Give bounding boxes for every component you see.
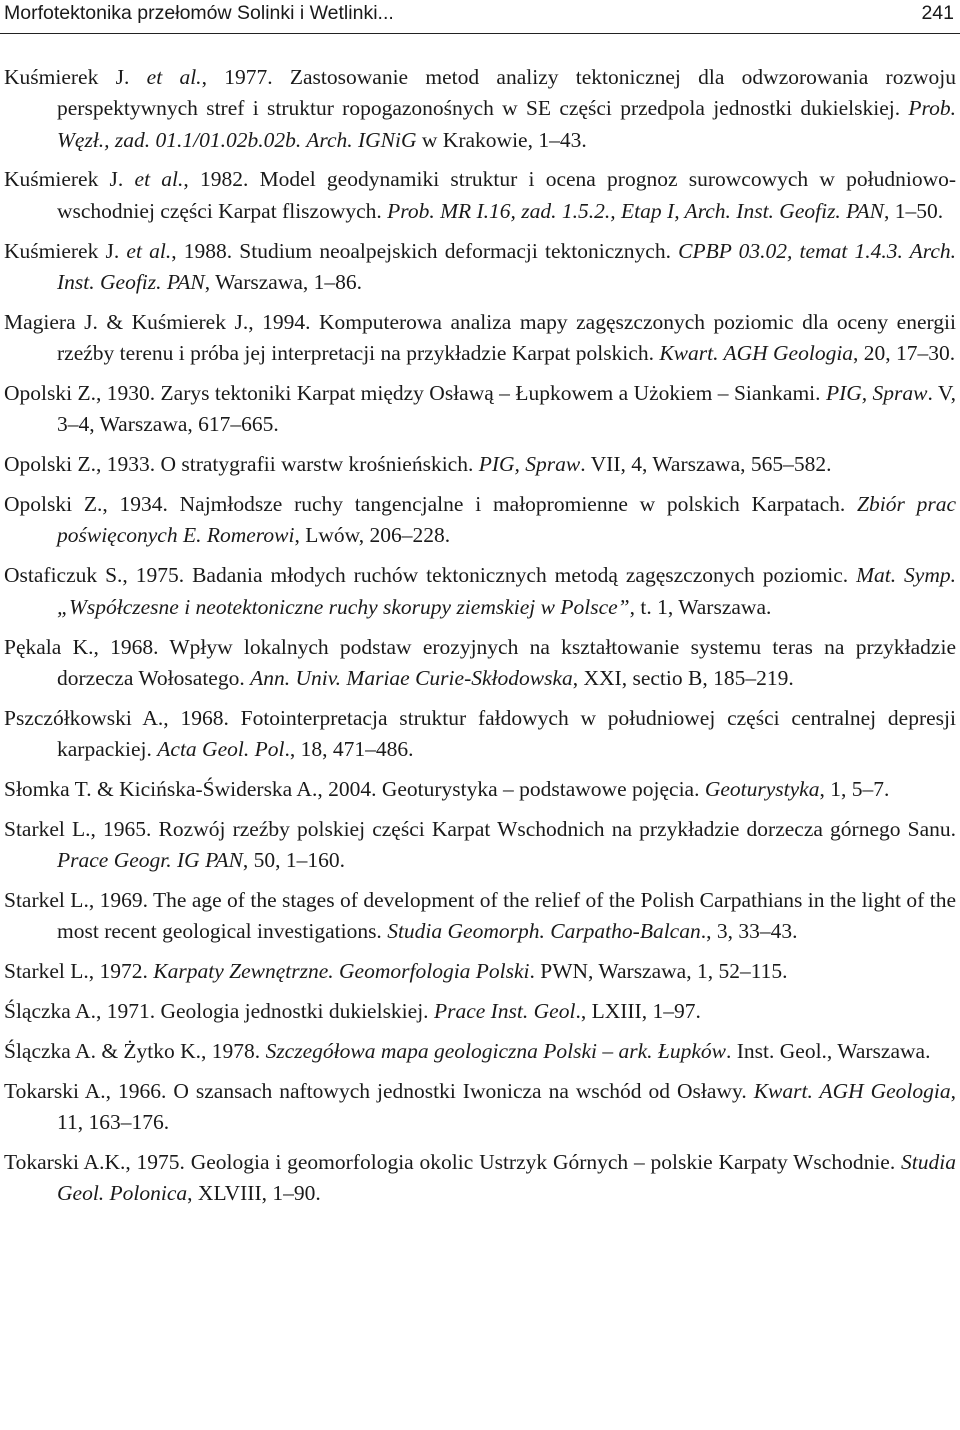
reference-text: Kuśmierek J. (4, 65, 147, 89)
reference-italic-text: Szczegółowa mapa geologiczna Polski – ark. Łupków (265, 1038, 726, 1063)
reference-entry (4, 1076, 956, 1139)
reference-text: Magiera J. & Kuśmierek J., 1994. Komputerowa analiza mapy zagęszczonych poziomic dla oceny energii rzeźby terenu i próba jej interpretacji na przykładzie Karpat polskich. (4, 309, 956, 366)
reference-text: Słomka T. & Kicińska-Świderska A., 2004. Geoturystyka – podstawowe pojęcia. (4, 776, 705, 801)
reference-text: , 20, 17–30. (853, 341, 956, 366)
reference-text: ., LXIII, 1–97. (575, 999, 701, 1024)
reference-text: Kuśmierek J. (4, 167, 135, 192)
reference-italic-text: Studia Geomorph. Carpatho-Balcan (387, 919, 701, 944)
reference-text: , 1988. Studium neoalpejskich deformacji tektonicznych. (171, 238, 679, 263)
reference-entry (4, 885, 956, 948)
reference-entry (4, 236, 956, 299)
reference-text: ., 18, 471–486. (284, 736, 414, 761)
reference-italic-text: Prob. MR I.16, zad. 1.5.2., Etap I, Arch. Inst. Geofiz. PAN (387, 198, 885, 223)
reference-text: Opolski Z., 1930. Zarys tektoniki Karpat między Osławą – Łupkowem a Użokiem – Siankami. (4, 381, 826, 406)
reference-text: Opolski Z., 1933. O stratygrafii warstw krośnieńskich. (4, 452, 479, 477)
reference-text: Tokarski A.K., 1975. Geologia i geomorfologia okolic Ustrzyk Górnych – polskie Karpaty Wschodnie. (4, 1150, 902, 1174)
reference-text: Tokarski A., 1966. O szansach naftowych jednostki Iwonicza na wschód od Osławy. (4, 1078, 754, 1103)
reference-text: , 1, 5–7. (819, 776, 890, 801)
reference-text: Ślączka A. & Żytko K., 1978. (4, 1038, 266, 1063)
reference-entry (4, 378, 956, 441)
header-rule (0, 33, 960, 34)
reference-italic-text: Acta Geol. Pol (157, 736, 285, 761)
reference-text: , Warszawa, 1–86. (204, 269, 363, 294)
running-header (4, 0, 954, 30)
reference-list (4, 62, 956, 1218)
reference-text: Ślączka A., 1971. Geologia jednostki dukielskiej. (4, 999, 434, 1024)
reference-text: , 11, 163–176. (57, 1078, 956, 1135)
reference-entry (4, 307, 956, 370)
reference-entry (4, 996, 956, 1027)
reference-italic-text: Mat. Symp. „Współczesne i neotektoniczne ruchy skorupy ziemskiej w Polsce” (57, 563, 957, 619)
reference-text: Starkel L., 1969. The age of the stages of development of the relief of the Polish Carpathians in the light of the most recent geological investigations. (4, 887, 956, 944)
reference-entry (4, 489, 956, 552)
reference-italic-text: et al. (126, 238, 172, 263)
reference-italic-text: et al. (134, 167, 184, 192)
reference-text: . VII, 4, Warszawa, 565–582. (580, 452, 832, 477)
reference-entry (4, 449, 956, 480)
reference-entry (4, 1147, 956, 1210)
reference-entry (4, 62, 956, 156)
page-number: 241 (921, 2, 954, 24)
reference-italic-text: Prace Inst. Geol (433, 999, 576, 1024)
reference-text: , XLVIII, 1–90. (187, 1181, 321, 1206)
reference-entry (4, 1036, 956, 1067)
reference-italic-text: Studia Geol. Polonica (57, 1150, 956, 1206)
reference-text: Starkel L., 1972. (4, 959, 154, 984)
reference-text: , 1–50. (884, 198, 944, 223)
reference-italic-text: Prob. Węzł., zad. 01.1/01.02b.02b. Arch. IGNiG (57, 96, 956, 152)
reference-italic-text: Zbiór prac poświęconych E. Romerowi (57, 492, 956, 548)
reference-italic-text: Kwart. AGH Geologia (753, 1078, 951, 1103)
reference-entry (4, 956, 956, 987)
reference-text: , Lwów, 206–228. (294, 523, 451, 548)
reference-text: Starkel L., 1965. Rozwój rzeźby polskiej części Karpat Wschodnich na przykładzie dorzecza górnego Sanu. (4, 816, 956, 841)
reference-text: Opolski Z., 1934. Najmłodsze ruchy tangencjalne i małopromienne w polskich Karpatach. (4, 492, 858, 517)
reference-text: , t. 1, Warszawa. (629, 594, 772, 619)
reference-text: , XXI, sectio B, 185–219. (572, 665, 794, 690)
reference-italic-text: Karpaty Zewnętrzne. Geomorfologia Polski (153, 959, 530, 984)
reference-text: . PWN, Warszawa, 1, 52–115. (529, 959, 788, 984)
reference-italic-text: CPBP 03.02, temat 1.4.3. Arch. Inst. Geofiz. PAN (57, 238, 957, 294)
reference-text: , 1977. Zastosowanie metod analizy tektonicznej dla odwzorowania rozwoju perspektywnych stref i struktur ropogazonośnych w SE części przedpola jednostki dukielskiej. (57, 65, 956, 121)
reference-italic-text: Kwart. AGH Geologia (659, 341, 854, 366)
reference-italic-text: PIG, Spraw (478, 452, 581, 477)
reference-text: . Inst. Geol., Warszawa. (726, 1038, 931, 1063)
reference-italic-text: Ann. Univ. Mariae Curie-Skłodowska (250, 665, 573, 690)
reference-italic-text: PIG, Spraw (825, 381, 928, 406)
running-title: Morfotektonika przełomów Solinki i Wetlinki... (4, 2, 394, 24)
reference-text: Pękala K., 1968. Wpływ lokalnych podstaw erozyjnych na kształtowanie systemu teras na przykładzie dorzecza Wołosatego. (4, 634, 956, 690)
reference-entry (4, 774, 956, 805)
reference-text: Ostaficzuk S., 1975. Badania młodych ruchów tektonicznych metodą zagęszczonych poziomic. (4, 563, 857, 588)
reference-entry (4, 632, 956, 695)
reference-italic-text: Prace Geogr. IG PAN (57, 848, 243, 873)
reference-text: . V, 3–4, Warszawa, 617–665. (57, 381, 957, 437)
reference-entry (4, 703, 956, 766)
reference-text: Kuśmierek J. (4, 238, 127, 263)
reference-entry (4, 560, 956, 623)
reference-text: w Krakowie, 1–43. (416, 127, 587, 152)
reference-entry (4, 814, 956, 877)
reference-italic-text: Geoturystyka (704, 776, 820, 801)
reference-text: , 1982. Model geodynamiki struktur i ocena prognoz surowcowych w południowo-wschodniej części Karpat fliszowych. (57, 167, 956, 223)
reference-entry (4, 164, 956, 227)
reference-text: ., 3, 33–43. (700, 919, 798, 944)
reference-text: , 50, 1–160. (242, 848, 346, 873)
reference-text: Pszczółkowski A., 1968. Fotointerpretacja struktur fałdowych w południowej części centralnej depresji karpackiej. (4, 705, 956, 761)
reference-italic-text: et al. (146, 65, 202, 89)
